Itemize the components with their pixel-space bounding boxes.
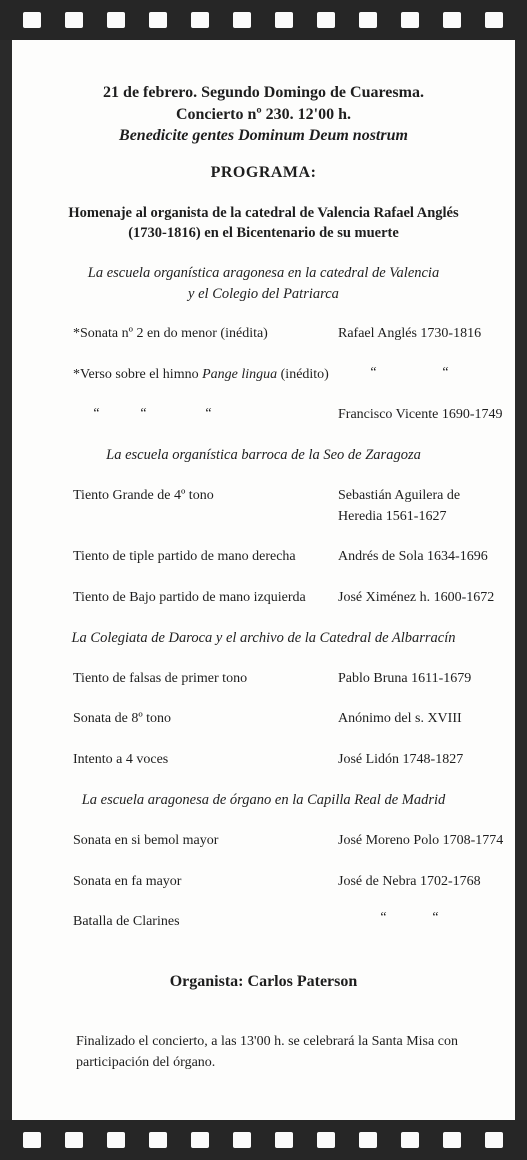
sprocket-hole [23,1132,41,1148]
program-page [12,40,515,1120]
sprocket-hole [107,12,125,28]
ditto-mark: “ [379,910,387,925]
ditto-mark: “ [369,365,377,380]
ditto-mark: “ [204,406,212,421]
organist-name: Organista: Carlos Paterson [169,973,358,990]
work-title: Intento a 4 voces [73,752,169,767]
sprocket-hole [401,1132,419,1148]
composer: Pablo Bruna 1611-1679 [338,671,472,686]
film-strip-bottom [0,1120,527,1160]
work-title: Sonata en si bemol mayor [73,833,219,848]
ditto-mark: “ [431,910,439,925]
header-concert: Concierto nº 230. 12'00 h. [175,106,352,123]
ditto-mark: “ [139,406,147,421]
composer: Heredia 1561-1627 [338,509,447,524]
composer: Rafael Anglés 1730-1816 [338,326,482,341]
sprocket-hole [485,12,503,28]
homenaje-line2: (1730-1816) en el Bicentenario de su muerte [128,225,399,241]
header-motto: Benedicite gentes Dominum Deum nostrum [119,127,408,144]
footer-line2: participación del órgano. [76,1055,216,1070]
work-title: *Sonata nº 2 en do menor (inédita) [73,326,268,341]
sprocket-hole [317,1132,335,1148]
sprocket-hole [233,1132,251,1148]
sprocket-hole [359,1132,377,1148]
ditto-mark: “ [441,365,449,380]
film-strip-top [0,0,527,40]
work-title: Sonata de 8º tono [73,711,172,726]
sprocket-hole [65,12,83,28]
work-title: Batalla de Clarines [73,914,180,929]
composer: Andrés de Sola 1634-1696 [338,549,488,564]
sprocket-hole [149,12,167,28]
sprocket-hole [275,12,293,28]
work-title: Tiento de Bajo partido de mano izquierda [73,590,306,605]
sprocket-hole [401,12,419,28]
ditto-mark: “ [92,406,100,421]
sprocket-hole [317,12,335,28]
section2-title: La escuela organística barroca de la Seo de Zaragoza [106,447,421,463]
work-title: Tiento de falsas de primer tono [73,671,248,686]
sprocket-hole [359,12,377,28]
sprocket-hole [149,1132,167,1148]
sprocket-hole [23,12,41,28]
section3-title: La Colegiata de Daroca y el archivo de la Catedral de Albarracín [71,630,456,646]
sprocket-hole [443,12,461,28]
composer: José Lidón 1748-1827 [338,752,464,767]
sprocket-hole [485,1132,503,1148]
programa-title: PROGRAMA: [210,164,317,181]
sprocket-hole [107,1132,125,1148]
composer: José de Nebra 1702-1768 [338,874,481,889]
composer: Anónimo del s. XVIII [338,711,462,726]
footer-line1: Finalizado el concierto, a las 13'00 h. se celebrará la Santa Misa con [76,1034,458,1049]
composer: Sebastián Aguilera de [338,488,461,503]
work-title: *Verso sobre el himno Pange lingua (inédito) [73,367,329,382]
sprocket-hole [275,1132,293,1148]
work-title: Tiento Grande de 4º tono [73,488,214,503]
section1-title-line1: La escuela organística aragonesa en la catedral de Valencia [87,265,440,281]
sprocket-hole [191,12,209,28]
section4-title: La escuela aragonesa de órgano en la Capilla Real de Madrid [81,792,446,808]
composer: Francisco Vicente 1690-1749 [338,407,503,422]
sprocket-hole [233,12,251,28]
composer: José Ximénez h. 1600-1672 [338,590,495,605]
homenaje-line1: Homenaje al organista de la catedral de Valencia Rafael Anglés [68,205,459,221]
sprocket-hole [443,1132,461,1148]
composer: José Moreno Polo 1708-1774 [338,833,504,848]
section1-title-line2: y el Colegio del Patriarca [188,286,339,302]
header-date: 21 de febrero. Segundo Domingo de Cuaresma. [103,84,424,101]
work-title: Tiento de tiple partido de mano derecha [73,549,296,564]
sprocket-hole [191,1132,209,1148]
work-title: Sonata en fa mayor [73,874,182,889]
sprocket-hole [65,1132,83,1148]
